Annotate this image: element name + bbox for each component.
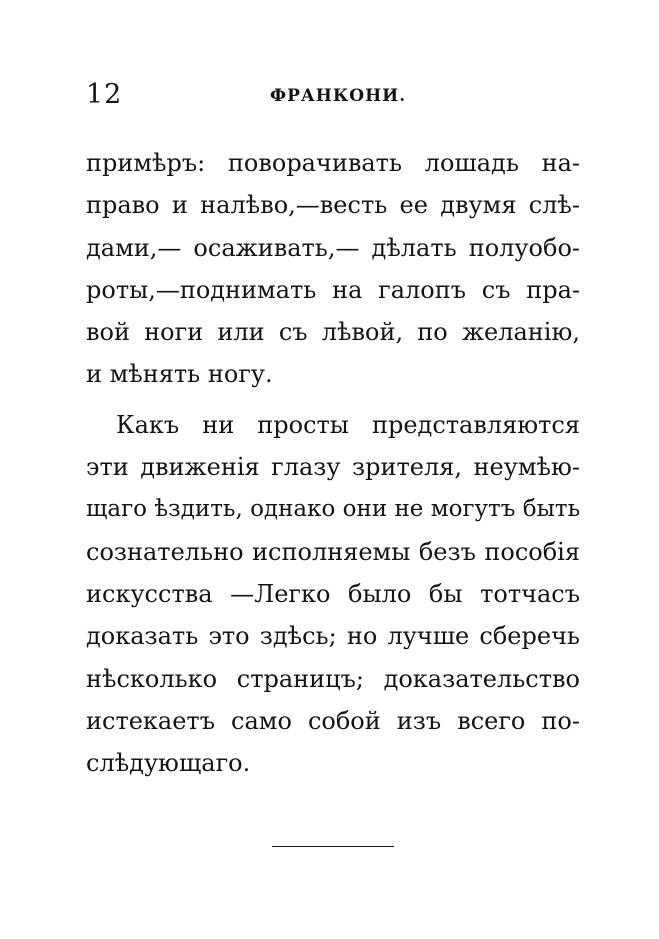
text-line: дами,— осаживать,— дѣлать полуобо- <box>86 233 580 262</box>
text-line: эти движенія глазу зрителя, неумѣю- <box>86 453 580 482</box>
text-line: роты,—поднимать на галопъ съ пра- <box>86 275 580 304</box>
paragraph-2 <box>86 404 580 785</box>
text-line: доказать это здѣсь; но лучше сберечь <box>86 622 580 651</box>
text-line: искусства —Легко было бы тотчасъ <box>86 579 580 608</box>
paragraph-1 <box>86 142 580 396</box>
text-line: вой ноги или съ лѣвой, по желанію, <box>86 318 580 347</box>
text-line: нѣсколько страницъ; доказательство <box>86 664 580 693</box>
running-title: ФРАНКОНИ. <box>270 86 407 106</box>
paragraph-gap <box>86 396 580 404</box>
text-line: истекаетъ само собой изъ всего по- <box>86 706 580 735</box>
text-line: примѣръ: поворачивать лошадь на- <box>86 149 580 177</box>
body-text <box>86 142 580 784</box>
text-line: и мѣнять ногу. <box>86 360 273 389</box>
text-line: право и налѣво,—весть ее двумя слѣ- <box>86 191 580 220</box>
page-number: 12 <box>86 79 123 110</box>
text-line: щаго ѣздить, однако они не могутъ быть <box>86 496 581 523</box>
text-line: слѣдующаго. <box>86 749 251 778</box>
text-line: сознательно исполняемы безъ пособія <box>86 537 580 566</box>
end-rule <box>272 846 394 847</box>
text-line: Какъ ни просты представляются <box>116 410 580 439</box>
